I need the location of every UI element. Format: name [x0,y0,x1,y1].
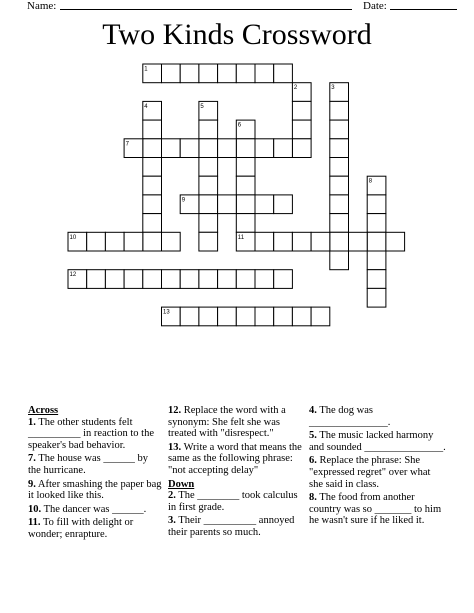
clue-number: 11 [237,234,245,241]
grid-cell[interactable] [330,158,349,177]
clue-down-3: 3. Their __________ annoyed their parents so much. [168,515,295,538]
grid-cell[interactable] [218,270,237,289]
grid-cell[interactable] [87,270,106,289]
grid-cell[interactable] [218,195,237,214]
grid-cell[interactable] [311,307,330,326]
grid-cell[interactable] [330,101,349,120]
clue-number: 4 [144,103,148,110]
grid-cell[interactable] [143,101,162,120]
grid-cell[interactable] [124,270,143,289]
grid-cell[interactable] [143,139,162,158]
grid-cell[interactable] [162,139,181,158]
grid-cell[interactable] [68,270,87,289]
grid-cell[interactable] [143,270,162,289]
grid-cell[interactable] [236,120,255,139]
grid-cell[interactable] [143,176,162,195]
grid-cell[interactable] [199,120,218,139]
clue-down-6: 6. Replace the phrase: She "expressed regret" over what she said in class. [309,455,431,490]
clue-number: 12 [69,272,77,279]
grid-cell[interactable] [199,139,218,158]
clue-down-8: 8. The food from another country was so _______ to him he wasn't sure if he liked it. [309,492,442,527]
grid-cell[interactable] [199,195,218,214]
clue-number: 6 [237,122,242,129]
grid-cell[interactable] [330,232,349,251]
down-heading: Down [168,478,195,490]
grid-cell[interactable] [311,232,330,251]
grid-cell[interactable] [274,270,293,289]
clue-number: 8 [368,178,373,185]
grid-cell[interactable] [218,64,237,83]
grid-cell[interactable] [330,139,349,158]
clues-column-2 [168,405,303,541]
grid-cell[interactable] [180,64,199,83]
grid-cell[interactable] [162,232,181,251]
grid-cell[interactable] [330,83,349,102]
grid-cell[interactable] [292,139,311,158]
grid-cell[interactable] [330,120,349,139]
clue-across-10: 10. The dancer was ______. [28,503,147,515]
date-label: Date: [363,0,387,12]
grid-cell[interactable] [143,64,162,83]
grid-cell[interactable] [274,139,293,158]
grid-cell[interactable] [87,232,106,251]
grid-cell[interactable] [236,195,255,214]
grid-cell[interactable] [236,176,255,195]
clue-number: 10 [69,234,77,241]
across-heading: Across [28,405,59,416]
grid-cell[interactable] [292,120,311,139]
grid-cell[interactable] [236,270,255,289]
grid-cell[interactable] [199,307,218,326]
grid-cell[interactable] [255,307,274,326]
grid-cell[interactable] [255,270,274,289]
grid-cell[interactable] [367,176,386,195]
grid-cell[interactable] [330,214,349,233]
name-label: Name: [27,0,57,12]
clue-number: 1 [144,66,148,73]
clues-column-3 [309,405,447,529]
grid-cell[interactable] [255,195,274,214]
grid-cell[interactable] [367,270,386,289]
grid-cell[interactable] [180,139,199,158]
grid-cell[interactable] [180,307,199,326]
clue-number: 3 [331,85,335,92]
grid-cell[interactable] [236,307,255,326]
clues-column-1 [28,405,162,543]
grid-cell[interactable] [105,232,124,251]
clue-number: 7 [125,141,129,148]
grid-cell[interactable] [162,64,181,83]
grid-cell[interactable] [180,195,199,214]
grid-cell[interactable] [199,270,218,289]
name-field[interactable] [60,9,352,10]
clue-across-12: 12. Replace the word with a synonym: She felt she was treated with "disrespect." [168,405,286,440]
page-title: Two Kinds Crossword [102,18,372,51]
grid-cell[interactable] [292,83,311,102]
grid-cell[interactable] [367,288,386,307]
date-field[interactable] [390,9,457,10]
grid-cell[interactable] [367,214,386,233]
grid-cell[interactable] [367,251,386,270]
grid-cell[interactable] [255,232,274,251]
clue-number: 5 [200,103,204,110]
grid-cell[interactable] [143,120,162,139]
clue-across-1: 1. The other students felt __________ in reaction to the speaker's bad behavior. [28,416,154,451]
grid-cell[interactable] [330,176,349,195]
grid-cell[interactable] [236,139,255,158]
grid-cell[interactable] [199,214,218,233]
grid-cell[interactable] [162,307,181,326]
grid-cell[interactable] [236,232,255,251]
grid-cell[interactable] [68,232,87,251]
clue-across-11: 11. To fill with delight or wonder; enrapture. [28,517,134,540]
grid-cell[interactable] [367,232,386,251]
grid-cell[interactable] [255,64,274,83]
grid-cell[interactable] [199,232,218,251]
grid-cell[interactable] [143,232,162,251]
grid-cell[interactable] [143,214,162,233]
grid-cell[interactable] [199,101,218,120]
grid-cell[interactable] [292,101,311,120]
clue-down-4: 4. The dog was _______________. [309,405,391,428]
clue-across-9: 9. After smashing the paper bag it looked like this. [28,478,162,502]
grid-cell[interactable] [367,195,386,214]
grid-cell[interactable] [349,232,368,251]
grid-cell[interactable] [274,64,293,83]
grid-cell[interactable] [236,158,255,177]
clue-number: 9 [181,197,186,204]
grid-cell[interactable] [330,251,349,270]
grid-cell[interactable] [330,195,349,214]
grid-cell[interactable] [199,64,218,83]
grid-cell[interactable] [236,64,255,83]
grid-cell[interactable] [162,270,181,289]
grid-cell[interactable] [218,139,237,158]
grid-cell[interactable] [236,214,255,233]
grid-cell[interactable] [199,176,218,195]
clue-across-7: 7. The house was ______ by the hurricane. [28,453,148,476]
grid-cell[interactable] [143,195,162,214]
grid-cell[interactable] [274,195,293,214]
grid-cell[interactable] [386,232,405,251]
grid-cell[interactable] [124,139,143,158]
grid-cell[interactable] [292,232,311,251]
clue-number: 13 [163,309,170,316]
grid-cell[interactable] [180,270,199,289]
clue-down-5: 5. The music lacked harmony and sounded _______________. [309,430,446,453]
grid-cell[interactable] [255,139,274,158]
clue-across-13: 13. Write a word that means the same as the following phrase: "not accepting delay" [168,441,302,476]
grid-cell[interactable] [124,232,143,251]
grid-cell[interactable] [274,232,293,251]
grid-cell[interactable] [199,158,218,177]
grid-cell[interactable] [274,307,293,326]
grid-cell[interactable] [292,307,311,326]
clue-number: 2 [293,85,298,92]
clue-down-2: 2. The ________ took calculus in first grade. [168,490,298,513]
grid-cell[interactable] [143,158,162,177]
grid-cell[interactable] [218,307,237,326]
grid-cell[interactable] [105,270,124,289]
